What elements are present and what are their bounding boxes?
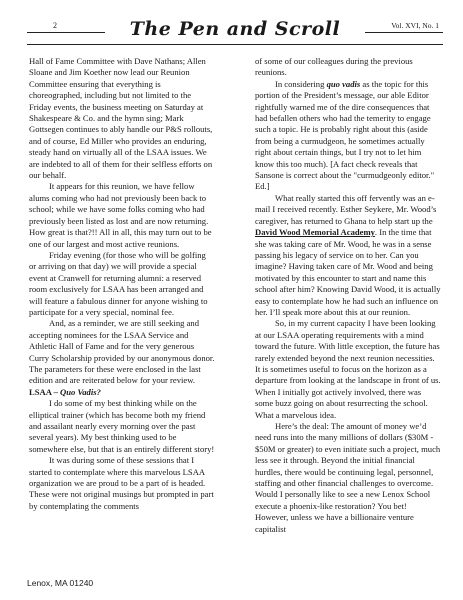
paragraph-text: . In the time that she was taking care of Mr. Wood, he was in a sense passing his legacy of service on to her. Can you imagine? Having taken care of Mr. Wood and being motivated by this encounter to start and name this school after him? Knowing David Wood, it is actually easy to contemplate how he had such an influence on her. I’ll speak more about this at our reunion.	[255, 227, 441, 317]
paragraph: So, in my current capacity I have been looking at our LSAA operating requirements with a mind toward the future. With little exception, the future has rarely extended beyond the next reunion necessities. It is sometimes useful to focus on the horizon as a departure from looking at the landscape in front of us. When I initially got actively involved, there was some buzz going on about resurrecting the school. What a marvelous idea.	[255, 318, 441, 420]
paragraph: It was during some of these sessions that I started to contemplate where this marvelous LSAA organization we are proud to be a part of is headed. These were not original musings but prompted in part by contemplating the comments	[29, 455, 214, 511]
paragraph: of some of our colleagues during the previous reunions.	[255, 56, 413, 78]
masthead	[105, 14, 365, 44]
paragraph	[255, 193, 441, 318]
paragraph: Friday evening (for those who will be golfing or arriving on that day) we will provide a special event at Cranwell for returning alumni: a reserved room exclusively for LSAA has been arranged and will feature a fabulous dinner for anyone wishing to participate for a very special, nominal fee.	[29, 249, 208, 317]
paragraph-text: In considering	[275, 78, 327, 89]
paragraph-text: as the topic for this portion of the President’s message, our able Editor rightfully warned me of the dire consequences that had befallen others who had the temerity to engage such a topic. He is probably right about this (aside from being a curmudgeon, he sometimes actually right about certain things, but I try not to let him know this too much). [A fact check reveals that Sansone is correct about the "curmudgeonly editor." Ed.]	[255, 78, 435, 192]
masthead-title: The Pen and Scroll	[129, 18, 341, 40]
paragraph: And, as a reminder, we are still seeking and accepting nominees for the LSAA Service and Athletic Hall of Fame and for the very generous Curry Scholarship provided by our anonymous donor. The parameters for these were enclosed in the last edition and are reiterated below for your review.	[29, 318, 215, 386]
emphasis-quo-vadis: quo vadis	[326, 78, 361, 89]
section-heading	[29, 387, 215, 398]
page-header	[27, 18, 443, 48]
paragraph-text: What really started this off fervently was an e-mail I received recently. Esther Seykere, Mr. Wood’s caregiver, has returned to Ghana to help start up the	[255, 192, 437, 226]
academy-link[interactable]: David Wood Memorial Academy	[255, 227, 375, 238]
paragraph: Hall of Fame Committee with Dave Nathans; Allen Sloane and Jim Koether now lead our Reunion Committee ensuring that everything is choreographed, including but not limited to the Friday events, the business meeting on Saturday at Shakespeare & Co. and the hymn sing; Mark Gottsegen continues to ably handle our P&S rollouts, and of course, Ed Miller who provides an enduring, steady hand on virtually all of the LSAA issues. We are indebted to all of them for their selfless efforts on our behalf.	[29, 56, 213, 181]
paragraph: It appears for this reunion, we have fellow alums coming who had not previously been back to school; while we have some folks coming who had previously been listed as lost and are now returning. How great is that?!! All in all, this may turn out to be one of our largest and most active reunions.	[29, 181, 212, 249]
paragraph: I do some of my best thinking while on the elliptical trainer (which has become both my friend and assailant nearly every morning over the past several years). My best thinking used to be somewhere else, but that is an entirely different story!	[29, 398, 215, 454]
page-number: 2	[53, 21, 57, 30]
header-rule-bottom	[27, 44, 443, 45]
right-column	[255, 56, 441, 535]
paragraph	[255, 79, 441, 193]
paragraph: Here’s the deal: The amount of money we’d need runs into the many millions of dollars ($30M - $50M or greater) to even initiate such a project, much less see it through. Beyond the initial financial hurdles, there would be continuing legal, personnel, staffing and other financial challenges to overcome. Would I personally like to see a new Lenox School execute a phoenix-like restoration? You bet! However, unless we have a billionaire venture capitalist	[255, 421, 441, 534]
heading-emphasis: Quo Vadis?	[60, 386, 101, 397]
heading-prefix: LSAA –	[29, 386, 61, 397]
footer-location: Lenox, MA 01240	[27, 578, 94, 588]
left-column	[29, 56, 215, 512]
volume-label: Vol. XVI, No. 1	[391, 21, 439, 30]
